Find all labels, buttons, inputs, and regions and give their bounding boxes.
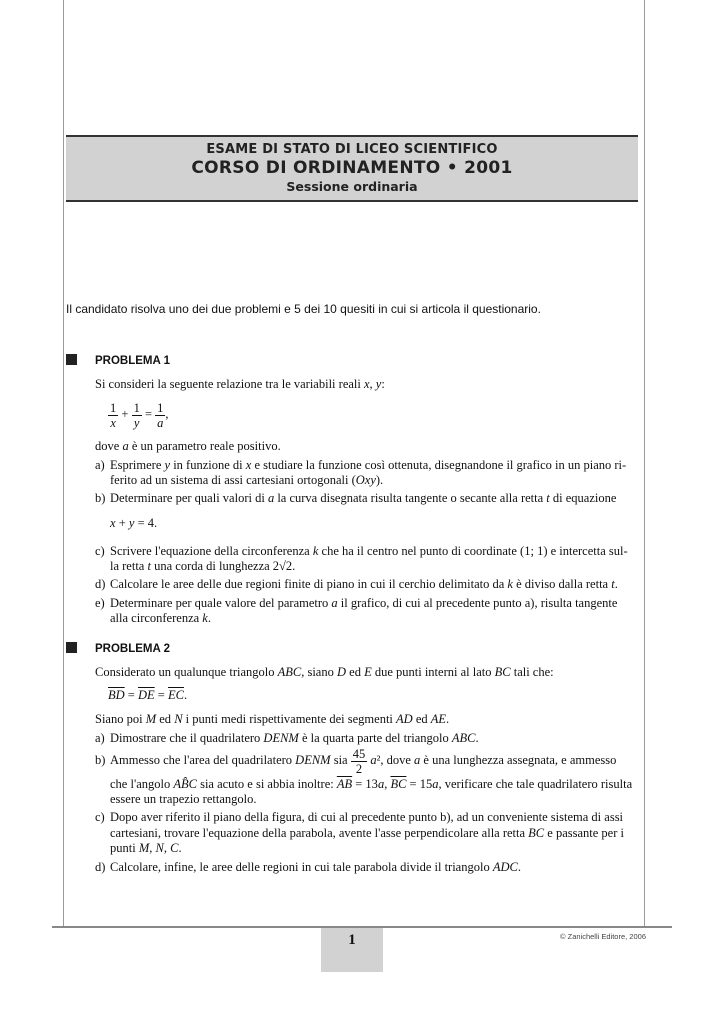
p2-text: Considerato un qualunque triangolo ABC, siano D ed E due punti interni al lato BC tali che: — [95, 665, 554, 679]
p2-midpoints: Siano poi M ed N i punti medi rispettivamente dei segmenti AD ed AE. — [95, 712, 450, 726]
bullet-square-icon — [66, 642, 77, 653]
p2-label-d: d) — [95, 860, 106, 874]
p2-b-line1: Ammesso che l'area del quadrilatero DENM sia $\frac{45}{2}$ a², dove a è una lunghezza assegnata, e ammesso — [110, 746, 617, 776]
p2-c-line3: punti M, N, C. — [110, 841, 182, 855]
p1-d-line1: Calcolare le aree delle due regioni finite di piano in cui il cerchio delimitato da k è diviso dalla retta t. — [110, 577, 618, 591]
p2-a-line1: Dimostrare che il quadrilatero DENM è la quarta parte del triangolo ABC. — [110, 731, 479, 745]
p1-c-line2: la retta t una corda di lunghezza 2√2. — [110, 559, 296, 573]
p2-d-line1: Calcolare, infine, le aree delle regioni in cui tale parabola divide il triangolo ADC. — [110, 860, 521, 874]
p2-label-a: a) — [95, 731, 105, 745]
p1-c-line1: Scrivere l'equazione della circonferenza k che ha il centro nel punto di coordinate (1; 1) e intercetta sul- — [110, 544, 628, 558]
header-line-3: Sessione ordinaria — [286, 179, 418, 194]
p1-b-line1: Determinare per quali valori di a la curva disegnata risulta tangente o secante alla retta t di equazione — [110, 491, 617, 505]
copyright: © Zanichelli Editore, 2006 — [560, 932, 646, 941]
p1-equation: $\frac{1}{x}$ + $\frac{1}{y}$ = $\frac{1}{a}$ , — [110, 400, 169, 430]
p1-label-c: c) — [95, 544, 105, 558]
p1-e-line1: Determinare per quale valore del parametro a il grafico, di cui al precedente punto a), risulta tangente — [110, 596, 618, 610]
p1-label-b: b) — [95, 491, 106, 505]
p1-a-line2: ferito ad un sistema di assi cartesiani ortogonali (Oxy). — [110, 473, 384, 487]
problem-1-title-text: PROBLEMA 1 — [95, 355, 170, 367]
problem-1-title — [66, 354, 170, 367]
bullet-square-icon — [66, 354, 77, 365]
p1-e-line2: alla circonferenza k. — [110, 611, 211, 625]
p1-where: dove a è un parametro reale positivo. — [95, 439, 281, 453]
p2-b-line2: che l'angolo AB̂C sia acuto e si abbia inoltre: $\overline{AB} = 13a$, $\overline{BC} = 15a$, verificare che tale quadrilatero risulta — [110, 777, 633, 791]
p1-text: Si consideri la seguente relazione tra le variabili reali x, y: — [95, 377, 385, 391]
p1-a-line1: Esprimere y in funzione di x e studiare la funzione così ottenuta, disegnandone il grafico in un piano ri- — [110, 458, 627, 472]
p1-label-a: a) — [95, 458, 105, 472]
left-margin-line — [63, 0, 64, 926]
instructions: Il candidato risolva uno dei due problemi e 5 dei 10 quesiti in cui si articola il questionario. — [66, 302, 541, 316]
page-number: 1 — [321, 928, 383, 972]
problem-2-title — [66, 642, 170, 655]
p1-label-e: e) — [95, 596, 105, 610]
header-line-1: ESAME DI STATO DI LICEO SCIENTIFICO — [206, 142, 498, 157]
p1-b-equation: x + y = 4. — [110, 516, 158, 530]
p2-label-b: b) — [95, 753, 106, 767]
p2-segments: $\overline{BD} = \overline{DE} = \overline{EC}$. — [108, 688, 188, 702]
header-line-2: CORSO DI ORDINAMENTO • 2001 — [191, 158, 513, 178]
p2-label-c: c) — [95, 810, 105, 824]
p2-c-line2: cartesiani, trovare l'equazione della parabola, avente l'asse perpendicolare alla retta BC e passante per i — [110, 826, 624, 840]
p2-c-line1: Dopo aver riferito il piano della figura, di cui al precedente punto b), ad un conveniente sistema di assi — [110, 810, 624, 824]
right-margin-line — [644, 0, 645, 926]
p1-label-d: d) — [95, 577, 106, 591]
exam-header — [66, 135, 638, 202]
problem-2-title-text: PROBLEMA 2 — [95, 643, 170, 655]
p2-b-line3: essere un trapezio rettangolo. — [110, 792, 257, 806]
